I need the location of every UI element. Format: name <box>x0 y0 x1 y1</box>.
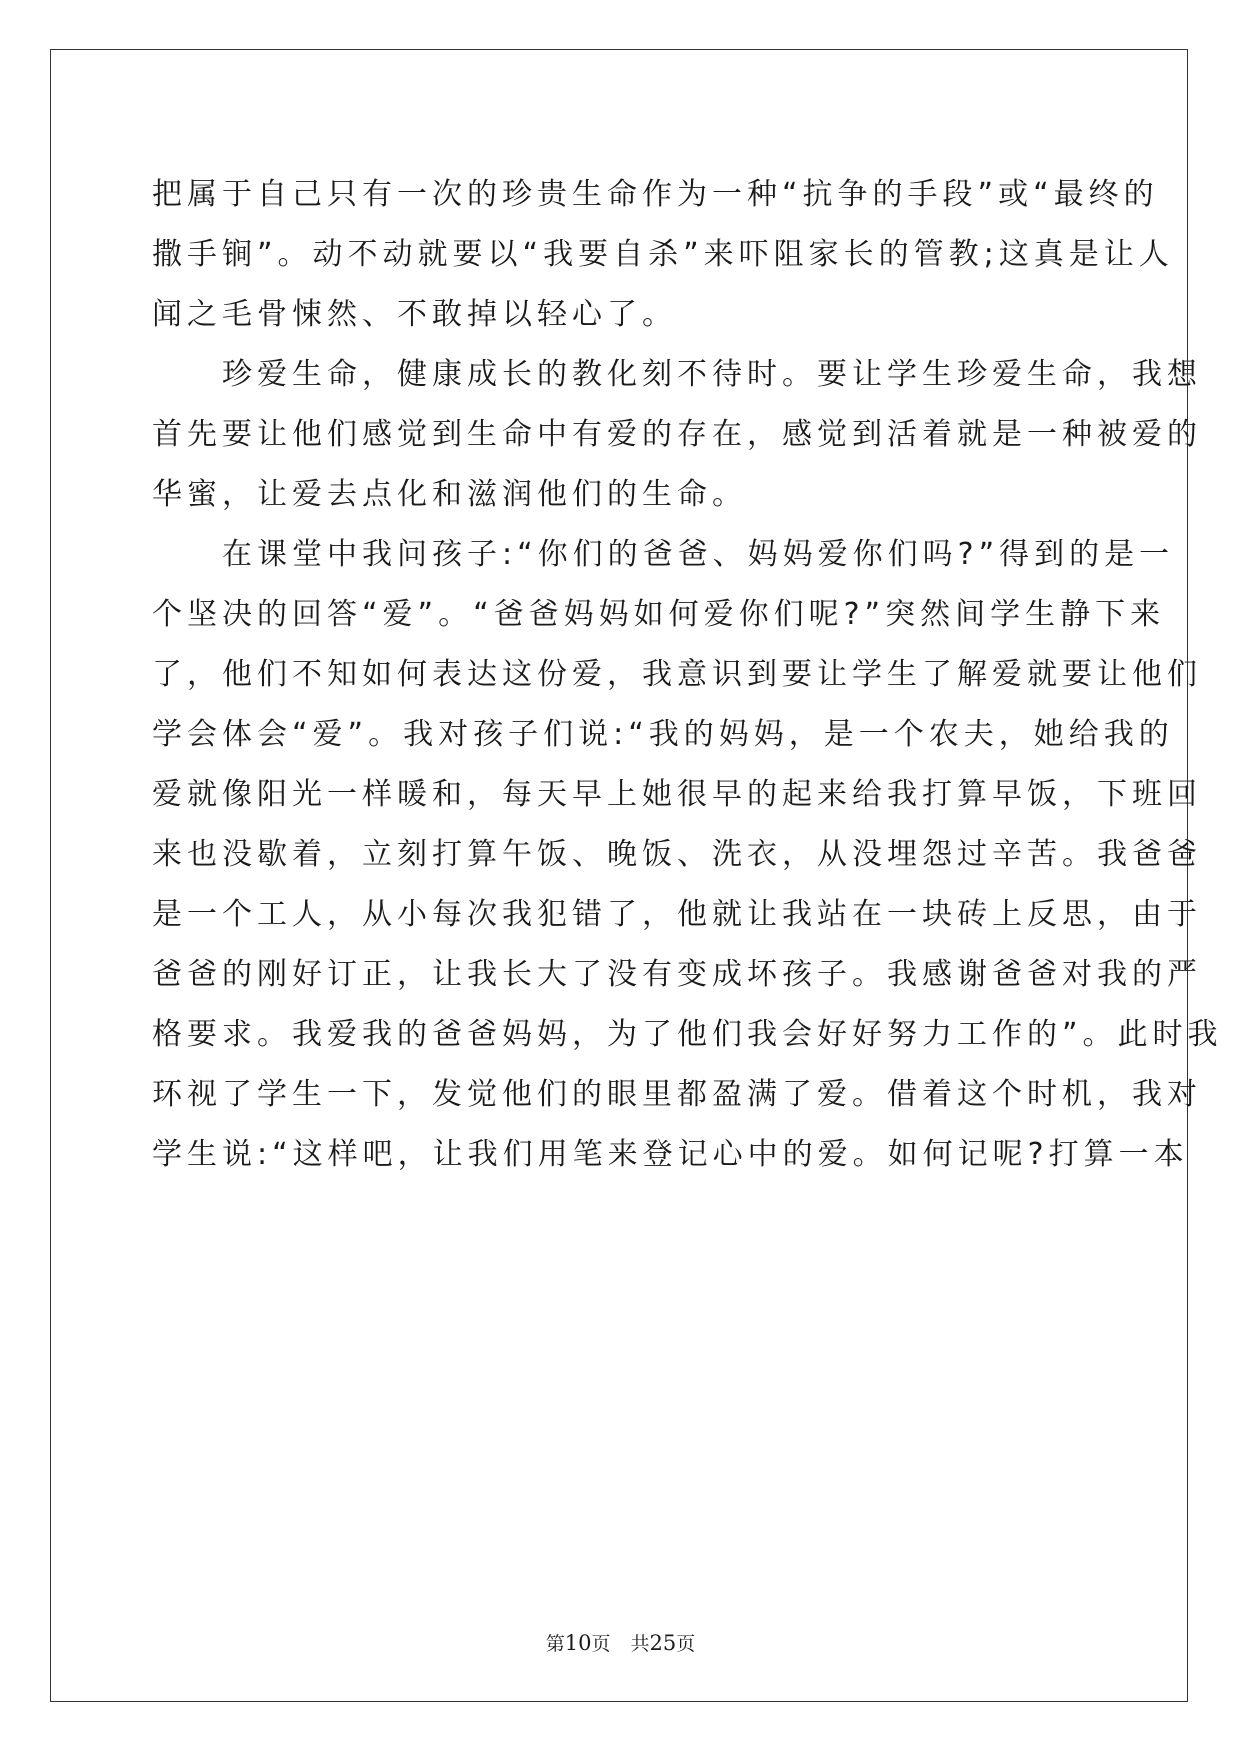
text-line: 学会体会“爱”。我对孩子们说:“我的妈妈，是一个农夫，她给我的 <box>152 717 1174 752</box>
page-footer <box>0 1629 1241 1656</box>
text-line: 在课堂中我问孩子:“你们的爸爸、妈妈爱你们吗?”得到的是一 <box>152 537 1175 572</box>
text-line: 爸爸的刚好订正，让我长大了没有变成坏孩子。我感谢爸爸对我的严 <box>152 957 1202 992</box>
footer-total-prefix: 共 <box>630 1633 650 1655</box>
text-line: 来也没歇着，立刻打算午饭、晚饭、洗衣，从没埋怨过辛苦。我爸爸 <box>152 837 1202 872</box>
text-line: 华蜜，让爱去点化和滋润他们的生命。 <box>152 477 747 512</box>
text-line: 格要求。我爱我的爸爸妈妈，为了他们我会好好努力工作的”。此时我 <box>152 1017 1223 1052</box>
text-line: 首先要让他们感觉到生命中有爱的存在，感觉到活着就是一种被爱的 <box>152 417 1202 452</box>
footer-prefix: 第 <box>545 1633 565 1655</box>
text-line: 环视了学生一下，发觉他们的眼里都盈满了爱。借着这个时机，我对 <box>152 1077 1202 1112</box>
footer-page-suffix: 页 <box>591 1633 611 1655</box>
text-line: 闻之毛骨悚然、不敢掉以轻心了。 <box>152 297 677 332</box>
footer-total-suffix: 页 <box>676 1633 696 1655</box>
text-line: 学生说:“这样吧，让我们用笔来登记心中的爱。如何记呢?打算一本 <box>152 1137 1189 1172</box>
text-line: 撒手锏”。动不动就要以“我要自杀”来吓阻家长的管教;这真是让人 <box>152 237 1174 272</box>
total-pages-number: 25 <box>649 1631 677 1655</box>
text-line: 了，他们不知如何表达这份爱，我意识到要让学生了解爱就要让他们 <box>152 657 1202 692</box>
text-line: 把属于自己只有一次的珍贵生命作为一种“抗争的手段”或“最终的 <box>152 177 1159 212</box>
text-line: 是一个工人，从小每次我犯错了，他就让我站在一块砖上反思，由于 <box>152 897 1202 932</box>
current-page-number: 10 <box>564 1631 592 1655</box>
text-line: 爱就像阳光一样暖和，每天早上她很早的起来给我打算早饭，下班回 <box>152 777 1202 812</box>
document-body <box>152 165 1223 1185</box>
text-line: 珍爱生命，健康成长的教化刻不待时。要让学生珍爱生命，我想 <box>152 357 1202 392</box>
text-line: 个坚决的回答“爱”。“爸爸妈妈如何爱你们呢?”突然间学生静下来 <box>152 597 1166 632</box>
